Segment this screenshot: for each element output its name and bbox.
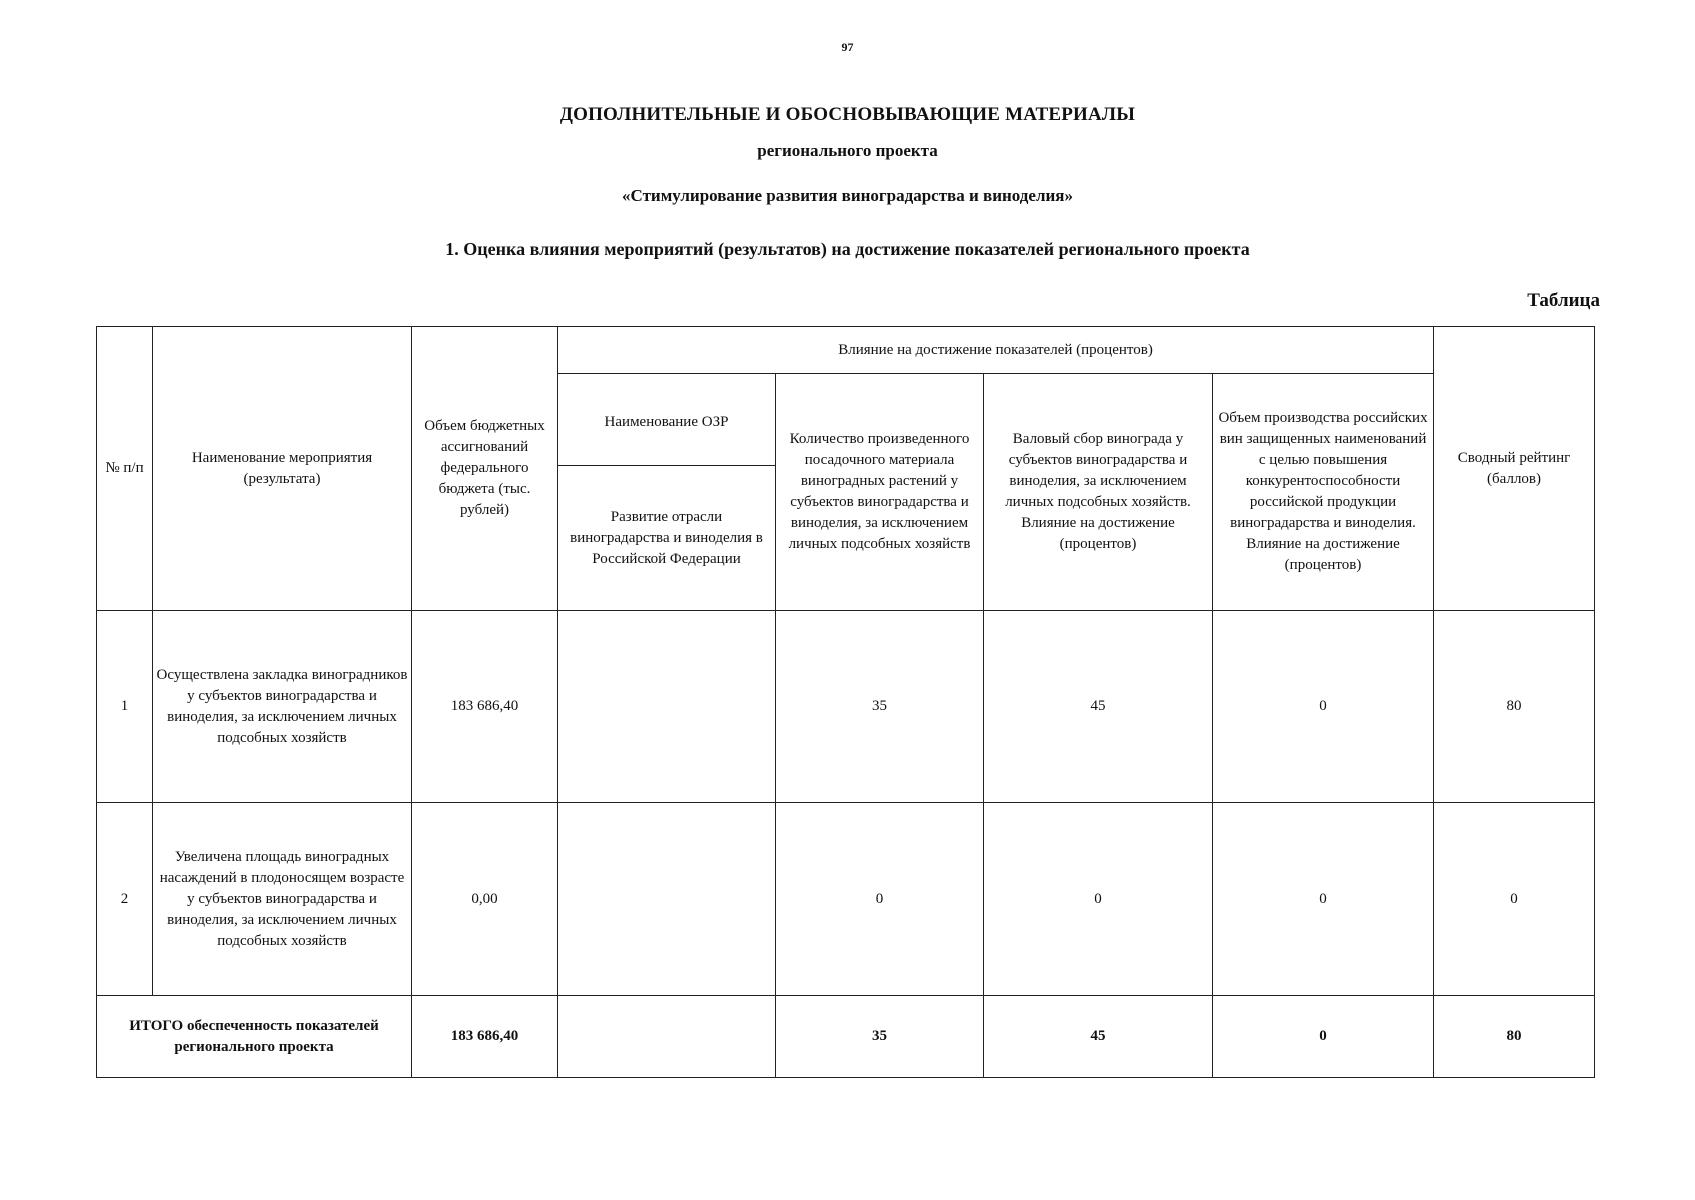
header-budget: Объем бюджетных ассигнований федерального бюджета (тыс. рублей) [412,327,558,611]
header-ozr-name: Развитие отрасли виноградарства и виноделия в Российской Федерации [558,466,776,611]
total-indicator-harvest: 45 [984,996,1213,1078]
total-indicator-wine: 0 [1213,996,1434,1078]
document-subtitle: регионального проекта [757,141,938,160]
total-rating: 80 [1434,996,1595,1078]
row-indicator-harvest: 45 [984,611,1213,803]
header-indicator-wine: Объем производства российских вин защищенных наименований с целью повышения конкурентоспособности российской продукции виноградарства и виноделия. Влияние на достижение (процентов) [1213,374,1434,611]
header-num: № п/п [97,327,153,611]
total-budget: 183 686,40 [412,996,558,1078]
row-ozr [558,803,776,996]
page-number: 97 [841,40,854,54]
section-title: 1. Оценка влияния мероприятий (результатов) на достижение показателей регионального проекта [445,239,1250,259]
row-num: 2 [97,803,153,996]
row-indicator-wine: 0 [1213,803,1434,996]
row-budget: 0,00 [412,803,558,996]
influence-table [96,326,1595,1078]
row-rating: 80 [1434,611,1595,803]
document-title: ДОПОЛНИТЕЛЬНЫЕ И ОБОСНОВЫВАЮЩИЕ МАТЕРИАЛЫ [559,104,1136,125]
header-ozr: Наименование ОЗР [558,374,776,466]
table-row [97,803,1595,996]
total-indicator-seedlings: 35 [776,996,984,1078]
total-row [97,996,1595,1078]
project-name: «Стимулирование развития виноградарства и виноделия» [622,186,1073,205]
row-indicator-seedlings: 0 [776,803,984,996]
total-ozr [558,996,776,1078]
header-influence: Влияние на достижение показателей (процентов) [558,327,1434,374]
header-rating: Сводный рейтинг (баллов) [1434,327,1595,611]
header-indicator-seedlings: Количество произведенного посадочного материала виноградных растений у субъектов виноградарства и виноделия, за исключением личных подсобных хозяйств [776,374,984,611]
row-budget: 183 686,40 [412,611,558,803]
table-row [97,611,1595,803]
row-indicator-harvest: 0 [984,803,1213,996]
row-ozr [558,611,776,803]
row-event: Увеличена площадь виноградных насаждений в плодоносящем возрасте у субъектов виноградарства и виноделия, за исключением личных подсобных хозяйств [153,803,412,996]
row-event: Осуществлена закладка виноградников у субъектов виноградарства и виноделия, за исключением личных подсобных хозяйств [153,611,412,803]
total-label: ИТОГО обеспеченность показателей регионального проекта [97,996,412,1078]
header-event: Наименование мероприятия (результата) [153,327,412,611]
row-indicator-wine: 0 [1213,611,1434,803]
header-indicator-harvest: Валовый сбор винограда у субъектов виноградарства и виноделия, за исключением личных подсобных хозяйств. Влияние на достижение (процентов) [984,374,1213,611]
row-indicator-seedlings: 35 [776,611,984,803]
table-caption: Таблица [1527,290,1600,311]
row-rating: 0 [1434,803,1595,996]
row-num: 1 [97,611,153,803]
